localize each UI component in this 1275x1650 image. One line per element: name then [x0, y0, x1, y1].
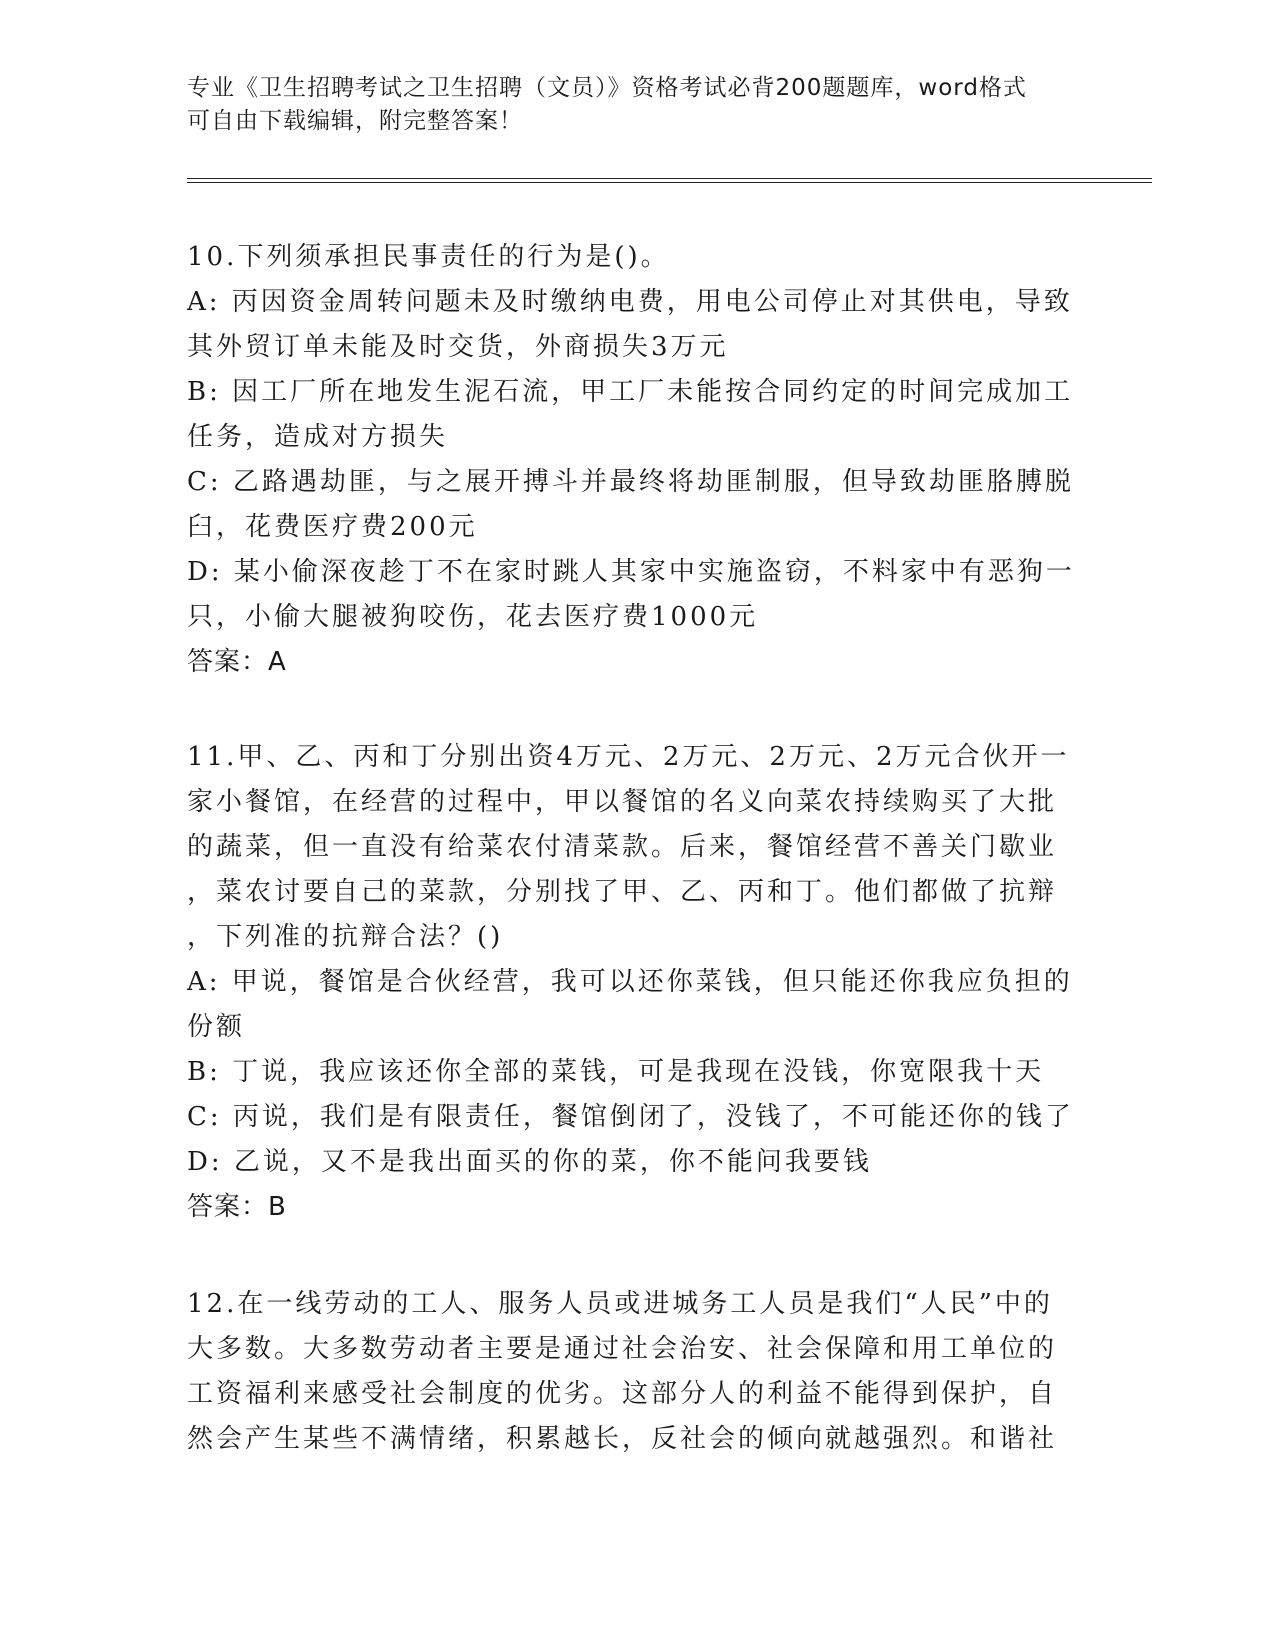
question-stem-line: ，下列准的抗辩合法？() [187, 922, 504, 952]
option-a-line: 份额 [187, 1012, 246, 1042]
option-a-line: A: 丙因资金周转问题未及时缴纳电费，用电公司停止对其供电，导致 [187, 287, 1073, 317]
answer-label: 答案：A [187, 647, 287, 677]
question-stem-line: 工资福利来感受社会制度的优劣。这部分人的利益不能得到保护，自 [187, 1379, 1058, 1409]
header-divider-bottom [187, 182, 1152, 183]
option-c-line: C: 乙路遇劫匪，与之展开搏斗并最终将劫匪制服，但导致劫匪胳膊脱 [187, 467, 1074, 497]
question-12 [187, 1282, 1087, 1462]
document-header [187, 72, 1067, 138]
option-b-line: B: 因工厂所在地发生泥石流，甲工厂未能按合同约定的时间完成加工 [187, 377, 1074, 407]
question-stem-line: 的蔬菜，但一直没有给菜农付清菜款。后来，餐馆经营不善关门歇业 [187, 832, 1058, 862]
question-11 [187, 735, 1087, 1230]
question-stem-line: 然会产生某些不满情绪，积累越长，反社会的倾向就越强烈。和谐社 [187, 1424, 1058, 1454]
option-b-line: B: 丁说，我应该还你全部的菜钱，可是我现在没钱，你宽限我十天 [187, 1057, 1045, 1087]
question-10 [187, 235, 1087, 685]
option-d-line: D: 乙说，又不是我出面买的你的菜，你不能问我要钱 [187, 1147, 872, 1177]
option-b-line: 任务，造成对方损失 [187, 422, 449, 452]
option-c-line: C: 丙说，我们是有限责任，餐馆倒闭了，没钱了，不可能还你的钱了 [187, 1102, 1074, 1132]
question-stem-line: 12.在一线劳动的工人、服务人员或进城务工人员是我们“人民”中的 [187, 1289, 1053, 1319]
question-stem-line: 10.下列须承担民事责任的行为是()。 [187, 242, 670, 272]
header-line-1: 专业《卫生招聘考试之卫生招聘（文员）》资格考试必背200题题库，word格式 [187, 75, 1027, 101]
question-stem-line: 家小餐馆，在经营的过程中，甲以餐馆的名义向菜农持续购买了大批 [187, 787, 1058, 817]
option-a-line: 其外贸订单未能及时交货，外商损失3万元 [187, 332, 729, 362]
option-a-line: A: 甲说，餐馆是合伙经营，我可以还你菜钱，但只能还你我应负担的 [187, 967, 1073, 997]
option-c-line: 臼，花费医疗费200元 [187, 512, 478, 542]
answer-label: 答案：B [187, 1192, 287, 1222]
question-stem-line: ，菜农讨要自己的菜款，分别找了甲、乙、丙和丁。他们都做了抗辩 [187, 877, 1058, 907]
header-divider-top [187, 178, 1152, 179]
header-line-2: 可自由下载编辑，附完整答案！ [187, 108, 523, 134]
option-d-line: 只，小偷大腿被狗咬伤，花去医疗费1000元 [187, 602, 759, 632]
question-stem-line: 11.甲、乙、丙和丁分别出资4万元、2万元、2万元、2万元合伙开一 [187, 742, 1070, 772]
question-stem-line: 大多数。大多数劳动者主要是通过社会治安、社会保障和用工单位的 [187, 1334, 1058, 1364]
option-d-line: D: 某小偷深夜趁丁不在家时跳人其家中实施盗窃，不料家中有恶狗一 [187, 557, 1075, 587]
